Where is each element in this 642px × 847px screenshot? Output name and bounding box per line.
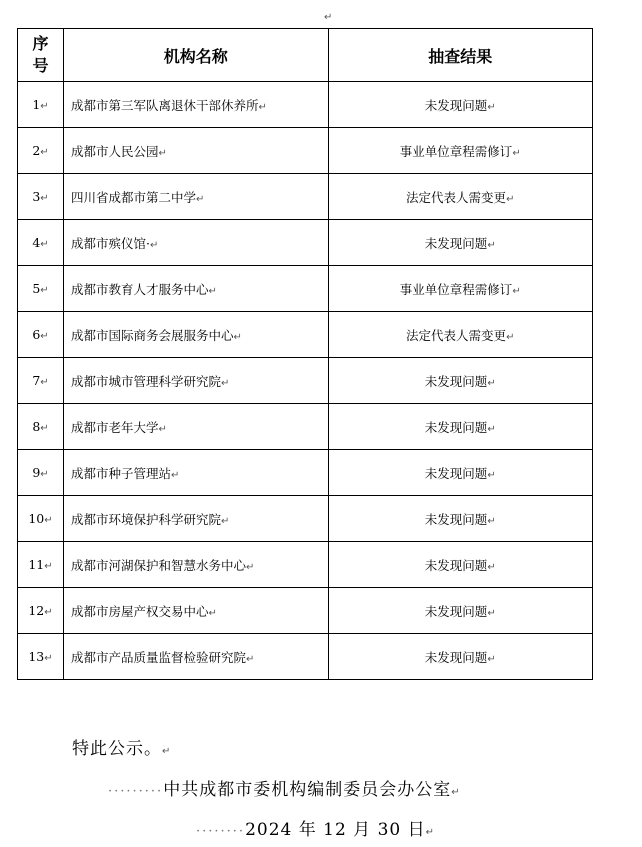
header-index xyxy=(18,29,64,82)
org-name-cell: 成都市教育人才服务中心↵ xyxy=(64,266,329,312)
org-name-cell: 成都市城市管理科学研究院↵ xyxy=(64,358,329,404)
org-name-cell: 成都市产品质量监督检验研究院↵ xyxy=(64,634,329,680)
table-row xyxy=(18,312,593,358)
table-row xyxy=(18,174,593,220)
table-row xyxy=(18,220,593,266)
result-cell: 未发现问题↵ xyxy=(328,588,593,634)
issue-date: ········2024 年 12 月 30 日↵ xyxy=(196,820,435,840)
table-header-row xyxy=(18,29,593,82)
row-index: 5↵ xyxy=(18,266,64,312)
result-cell: 未发现问题↵ xyxy=(328,542,593,588)
org-name-cell: 成都市老年大学↵ xyxy=(64,404,329,450)
result-cell: 未发现问题↵ xyxy=(328,82,593,128)
org-name-cell: 成都市第三军队离退休干部休养所↵ xyxy=(64,82,329,128)
org-name-cell: 四川省成都市第二中学↵ xyxy=(64,174,329,220)
organization-name: 中共成都市委机构编制委员会办公室 xyxy=(163,780,452,800)
row-index: 6↵ xyxy=(18,312,64,358)
header-index-line1: 序 xyxy=(32,34,49,53)
row-index: 9↵ xyxy=(18,450,64,496)
row-index: 10↵ xyxy=(18,496,64,542)
result-cell: 未发现问题↵ xyxy=(328,358,593,404)
table-row xyxy=(18,404,593,450)
row-index: 1↵ xyxy=(18,82,64,128)
date-text: 2024 年 12 月 30 日 xyxy=(245,820,426,840)
table-row xyxy=(18,358,593,404)
leader-dots: ········ xyxy=(196,824,246,839)
table-row xyxy=(18,588,593,634)
table-row xyxy=(18,450,593,496)
org-name-cell: 成都市房屋产权交易中心↵ xyxy=(64,588,329,634)
row-index: 4↵ xyxy=(18,220,64,266)
row-index: 12↵ xyxy=(18,588,64,634)
paragraph-mark: ↵ xyxy=(324,12,333,23)
table-row xyxy=(18,542,593,588)
header-result: 抽查结果 xyxy=(328,29,593,82)
org-name-cell: 成都市国际商务会展服务中心↵ xyxy=(64,312,329,358)
row-index: 7↵ xyxy=(18,358,64,404)
row-index: 2↵ xyxy=(18,128,64,174)
org-name-cell: 成都市殡仪馆·↵ xyxy=(64,220,329,266)
org-name-cell: 成都市河湖保护和智慧水务中心↵ xyxy=(64,542,329,588)
result-cell: 未发现问题↵ xyxy=(328,450,593,496)
result-cell: 法定代表人需变更↵ xyxy=(328,312,593,358)
inspection-results-table xyxy=(17,28,593,680)
table-row xyxy=(18,266,593,312)
table-row xyxy=(18,496,593,542)
header-index-line2: 号 xyxy=(32,56,49,75)
result-cell: 未发现问题↵ xyxy=(328,496,593,542)
org-name-cell: 成都市人民公园↵ xyxy=(64,128,329,174)
table-row xyxy=(18,82,593,128)
result-cell: 未发现问题↵ xyxy=(328,634,593,680)
result-cell: 法定代表人需变更↵ xyxy=(328,174,593,220)
row-index: 8↵ xyxy=(18,404,64,450)
row-index: 13↵ xyxy=(18,634,64,680)
notice-text: 特此公示。↵ xyxy=(72,739,172,759)
org-name-cell: 成都市环境保护科学研究院↵ xyxy=(64,496,329,542)
result-cell: 未发现问题↵ xyxy=(328,220,593,266)
org-name-cell: 成都市种子管理站↵ xyxy=(64,450,329,496)
table-row xyxy=(18,634,593,680)
header-name: 机构名称 xyxy=(64,29,329,82)
result-cell: 事业单位章程需修订↵ xyxy=(328,128,593,174)
result-cell: 未发现问题↵ xyxy=(328,404,593,450)
row-index: 3↵ xyxy=(18,174,64,220)
row-index: 11↵ xyxy=(18,542,64,588)
result-cell: 事业单位章程需修订↵ xyxy=(328,266,593,312)
table-row xyxy=(18,128,593,174)
leader-dots: ········· xyxy=(108,784,164,799)
issuing-organization: ·········中共成都市委机构编制委员会办公室↵ xyxy=(108,780,461,800)
